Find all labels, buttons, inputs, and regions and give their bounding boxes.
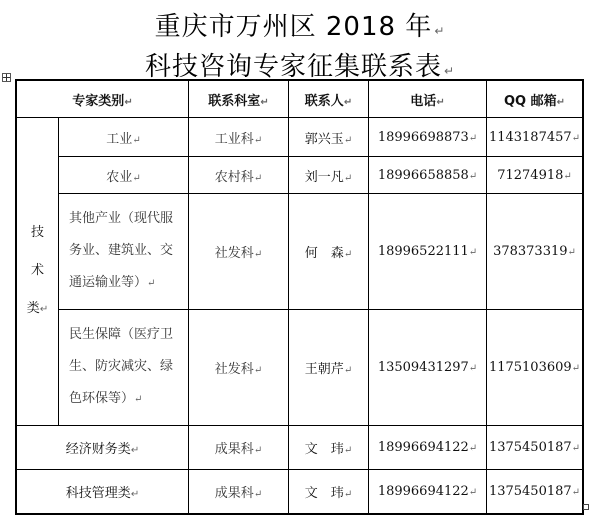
category-cell: 民生保障（医疗卫生、防灾减灾、绿色环保等）↵ xyxy=(59,310,189,426)
qq-cell: 71274918↵ xyxy=(487,157,583,194)
dept-cell: 成果科↵ xyxy=(189,426,289,470)
category-cell: 其他产业（现代服务业、建筑业、交通运输业等）↵ xyxy=(59,194,189,310)
contact-table xyxy=(16,80,583,514)
contact-cell: 何 森↵ xyxy=(289,194,369,310)
qq-cell: 1143187457↵ xyxy=(487,118,583,157)
phone-cell: 13509431297↵ xyxy=(369,310,487,426)
tech-group-label: 技 术 类↵ xyxy=(17,118,59,426)
phone-cell: 18996522111↵ xyxy=(369,194,487,310)
header-dept: 联系科室↵ xyxy=(189,81,289,118)
table-row xyxy=(17,118,583,157)
table-move-handle-icon[interactable] xyxy=(2,73,11,82)
paragraph-mark-icon: ↵ xyxy=(434,24,446,38)
table-row xyxy=(17,157,583,194)
contact-cell: 文 玮↵ xyxy=(289,470,369,514)
header-phone: 电话↵ xyxy=(369,81,487,118)
header-category: 专家类别↵ xyxy=(17,81,189,118)
table-resize-handle-icon[interactable] xyxy=(583,504,589,510)
table-row xyxy=(17,310,583,426)
category-cell: 科技管理类↵ xyxy=(17,470,189,514)
dept-cell: 成果科↵ xyxy=(189,470,289,514)
contact-cell: 王朝芹↵ xyxy=(289,310,369,426)
dept-cell: 工业科↵ xyxy=(189,118,289,157)
phone-cell: 18996658858↵ xyxy=(369,157,487,194)
contact-cell: 刘一凡↵ xyxy=(289,157,369,194)
dept-cell: 农村科↵ xyxy=(189,157,289,194)
header-contact: 联系人↵ xyxy=(289,81,369,118)
category-cell: 工业↵ xyxy=(59,118,189,157)
qq-cell: 1175103609↵ xyxy=(487,310,583,426)
table-header-row xyxy=(17,81,583,118)
table-row xyxy=(17,470,583,514)
phone-cell: 18996694122↵ xyxy=(369,470,487,514)
page-title-line2: 科技咨询专家征集联系表 ↵ xyxy=(144,52,456,82)
qq-cell: 378373319↵ xyxy=(487,194,583,310)
table-row xyxy=(17,426,583,470)
table-row xyxy=(17,194,583,310)
phone-cell: 18996694122↵ xyxy=(369,426,487,470)
header-qq: QQ 邮箱↵ xyxy=(487,81,583,118)
contact-cell: 文 玮↵ xyxy=(289,426,369,470)
qq-cell: 1375450187↵ xyxy=(487,470,583,514)
contact-cell: 郭兴玉↵ xyxy=(289,118,369,157)
qq-cell: 1375450187↵ xyxy=(487,426,583,470)
category-cell: 农业↵ xyxy=(59,157,189,194)
category-cell: 经济财务类↵ xyxy=(17,426,189,470)
dept-cell: 社发科↵ xyxy=(189,310,289,426)
phone-cell: 18996698873↵ xyxy=(369,118,487,157)
paragraph-mark-icon: ↵ xyxy=(443,64,456,78)
dept-cell: 社发科↵ xyxy=(189,194,289,310)
page-title-line1: 重庆市万州区 2018 年 ↵ xyxy=(154,12,446,42)
